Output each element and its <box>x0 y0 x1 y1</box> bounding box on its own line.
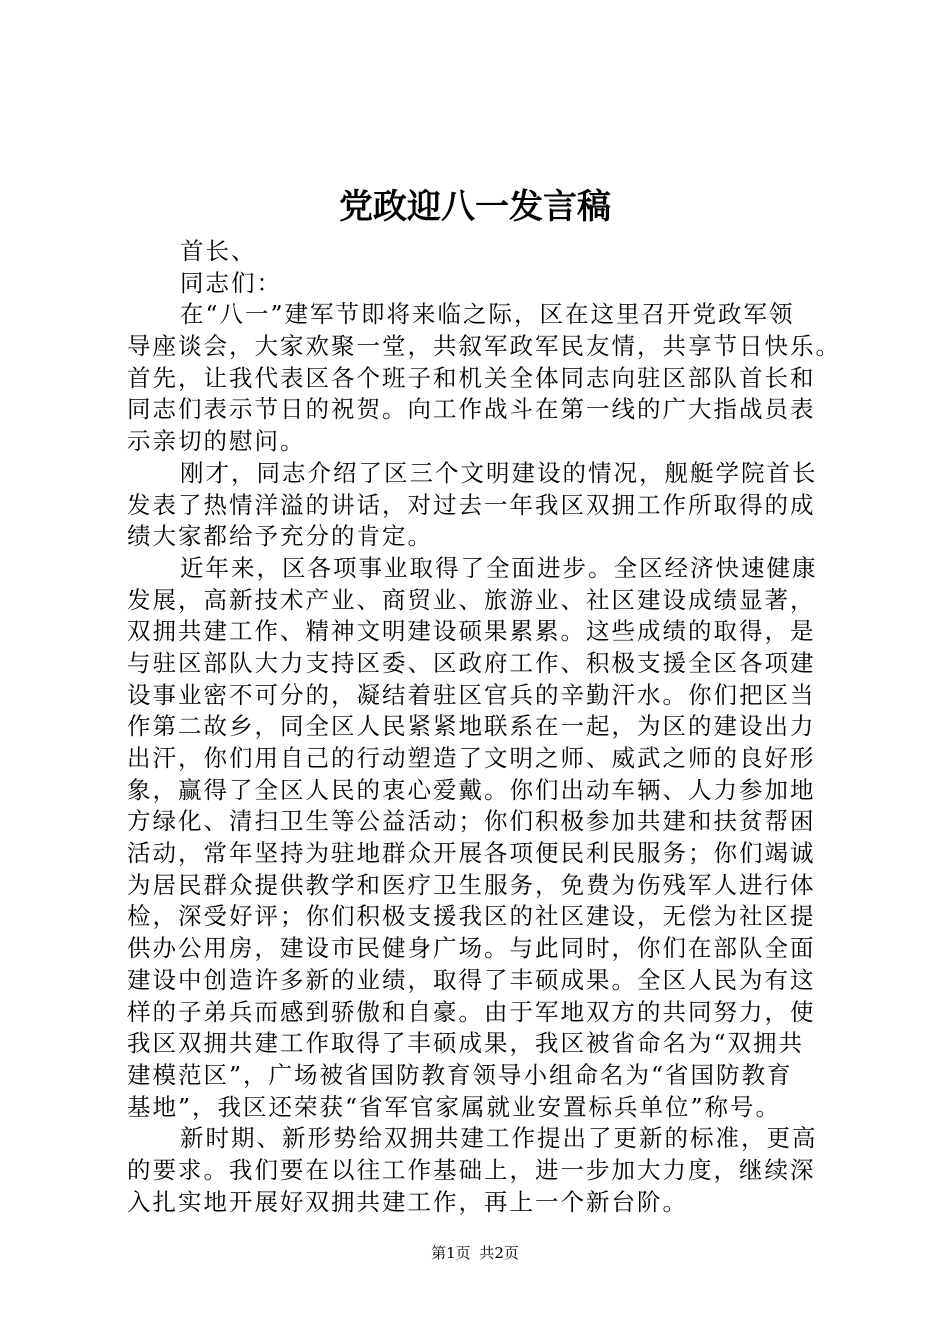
page-total: 共2页 <box>479 1244 519 1262</box>
text-line: 建模范区”，广场被省国防教育领导小组命名为“省国防教育 <box>127 1060 793 1089</box>
text-line: 与驻区部队大力支持区委、区政府工作、积极支援全区各项建 <box>127 648 816 677</box>
text-line: 刚才，同志介绍了区三个文明建设的情况，舰艇学院首长 <box>180 458 818 487</box>
page-number: 第1页 <box>431 1244 471 1262</box>
text-line: 方绿化、清扫卫生等公益活动；你们积极参加共建和扶贫帮困 <box>127 807 816 836</box>
text-line: 为居民群众提供教学和医疗卫生服务，免费为伤残军人进行体 <box>127 870 816 899</box>
text-line: 近年来，区各项事业取得了全面进步。全区经济快速健康 <box>180 553 818 582</box>
text-line: 活动，常年坚持为驻地群众开展各项便民利民服务；你们竭诚 <box>127 839 816 868</box>
text-line: 发表了热情洋溢的讲话，对过去一年我区双拥工作所取得的成 <box>127 490 816 519</box>
document-title: 党政迎八一发言稿 <box>339 187 611 227</box>
text-line: 作第二故乡，同全区人民紧紧地联系在一起，为区的建设出力 <box>127 712 816 741</box>
text-line: 象，赢得了全区人民的衷心爱戴。你们出动车辆、人力参加地 <box>127 775 816 804</box>
text-line: 检，深受好评；你们积极支援我区的社区建设，无偿为社区提 <box>127 902 816 931</box>
text-line: 我区双拥共建工作取得了丰硕成果，我区被省命名为“双拥共 <box>127 1029 805 1058</box>
text-line: 的要求。我们要在以往工作基础上，进一步加大力度，继续深 <box>127 1155 816 1184</box>
text-line: 供办公用房，建设市民健身广场。与此同时，你们在部队全面 <box>127 934 816 963</box>
text-line: 设事业密不可分的，凝结着驻区官兵的辛勤汗水。你们把区当 <box>127 680 816 709</box>
document-body <box>127 236 839 1218</box>
text-line: 导座谈会，大家欢聚一堂，共叙军政军民友情，共享节日快乐。 <box>127 332 841 361</box>
text-line: 样的子弟兵而感到骄傲和自豪。由于军地双方的共同努力，使 <box>127 997 816 1026</box>
page-footer <box>0 1243 950 1263</box>
text-line: 首先，让我代表区各个班子和机关全体同志向驻区部队首长和 <box>127 363 816 392</box>
text-line: 同志们： <box>180 268 282 297</box>
text-line: 绩大家都给予充分的肯定。 <box>127 522 433 551</box>
text-line: 示亲切的慰问。 <box>127 427 306 456</box>
text-line: 新时期、新形势给双拥共建工作提出了更新的标准，更高 <box>180 1124 818 1153</box>
text-line: 入扎实地开展好双拥共建工作，再上一个新台阶。 <box>127 1187 688 1216</box>
text-line: 出汗，你们用自己的行动塑造了文明之师、威武之师的良好形 <box>127 744 816 772</box>
text-line: 基地”，我区还荣获“省军官家属就业安置标兵单位”称号。 <box>127 1092 782 1121</box>
text-line: 同志们表示节日的祝贺。向工作战斗在第一线的广大指战员表 <box>127 395 816 424</box>
text-line: 发展，高新技术产业、商贸业、旅游业、社区建设成绩显著， <box>127 585 816 614</box>
text-line: 在“八一”建军节即将来临之际，区在这里召开党政军领 <box>180 300 795 329</box>
text-line: 首长、 <box>180 237 257 265</box>
text-line: 双拥共建工作、精神文明建设硕果累累。这些成绩的取得，是 <box>127 617 816 646</box>
text-line: 建设中创造许多新的业绩，取得了丰硕成果。全区人民为有这 <box>127 965 816 994</box>
